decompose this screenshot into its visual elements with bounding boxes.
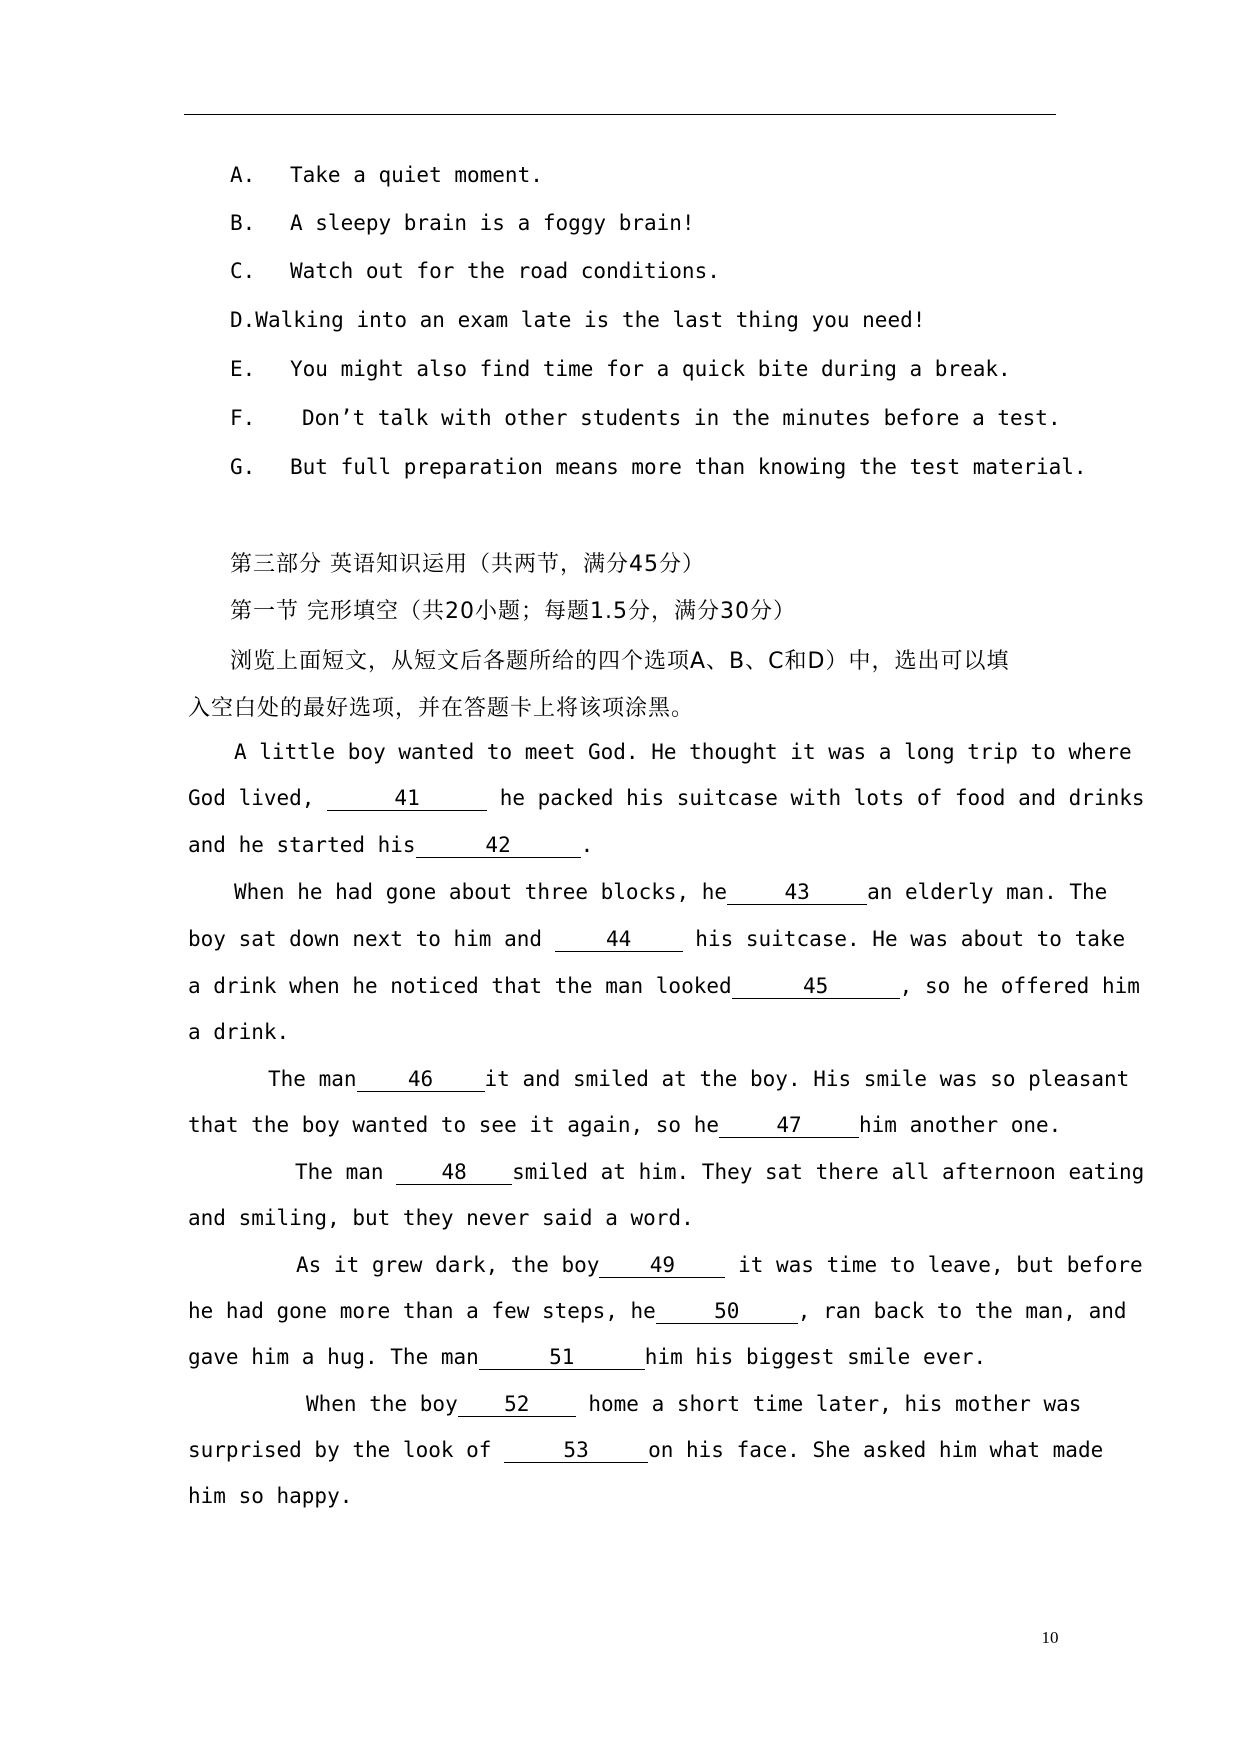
passage-line bbox=[188, 925, 1126, 953]
passage-text: surprised by the look of bbox=[188, 1438, 505, 1462]
passage-line: a drink. bbox=[188, 1020, 290, 1044]
option-text: A sleepy brain is a foggy brain! bbox=[290, 211, 695, 235]
passage-line bbox=[188, 1111, 1062, 1139]
passage-text: him his biggest smile ever. bbox=[644, 1345, 987, 1369]
blank-45: 45 bbox=[732, 974, 900, 999]
passage-line bbox=[188, 1297, 1127, 1325]
option-letter: F. bbox=[230, 406, 256, 430]
header-rule bbox=[184, 114, 1056, 115]
passage-text: that the boy wanted to see it again, so he bbox=[188, 1113, 720, 1137]
blank-48: 48 bbox=[396, 1160, 512, 1185]
passage-line bbox=[268, 1065, 1138, 1093]
blank-41: 41 bbox=[327, 786, 487, 811]
option-letter: A. bbox=[230, 163, 256, 187]
blank-44: 44 bbox=[555, 927, 683, 952]
option-e bbox=[230, 355, 1100, 383]
part-title: 第三部分 英语知识运用（共两节，满分45分） bbox=[230, 552, 705, 577]
passage-line bbox=[188, 831, 1058, 859]
option-letter: G. bbox=[230, 455, 256, 479]
option-letter: C. bbox=[230, 259, 256, 283]
blank-42: 42 bbox=[416, 833, 581, 858]
option-c bbox=[230, 257, 1100, 285]
option-b bbox=[230, 209, 1100, 237]
blank-46: 46 bbox=[357, 1067, 485, 1092]
passage-text: boy sat down next to him and bbox=[188, 927, 555, 951]
passage-text: , ran back to the man, and bbox=[797, 1299, 1127, 1323]
passage-line bbox=[188, 1436, 1104, 1464]
blank-53: 53 bbox=[504, 1438, 648, 1463]
passage-text: it was time to leave, but before bbox=[725, 1253, 1143, 1277]
option-a bbox=[230, 161, 1100, 189]
blank-51: 51 bbox=[479, 1345, 645, 1370]
blank-52: 52 bbox=[458, 1392, 576, 1417]
passage-line bbox=[296, 1251, 1166, 1279]
passage-text: gave him a hug. The man bbox=[188, 1345, 479, 1369]
passage-text: . bbox=[580, 833, 594, 857]
instructions-line-1: 浏览上面短文，从短文后各题所给的四个选项A、B、C和D）中，选出可以填 bbox=[230, 649, 1010, 674]
passage-text: smiled at him. They sat there all afternoon eating bbox=[512, 1160, 1145, 1184]
passage-line bbox=[188, 784, 1145, 812]
passage-text: it and smiled at the boy. His smile was so pleasant bbox=[484, 1067, 1130, 1091]
passage-text: on his face. She asked him what made bbox=[648, 1438, 1104, 1462]
option-text: Take a quiet moment. bbox=[290, 163, 543, 187]
blank-49: 49 bbox=[599, 1253, 725, 1278]
blank-43: 43 bbox=[727, 880, 867, 905]
passage-text: When the boy bbox=[306, 1392, 458, 1416]
passage-line bbox=[188, 1343, 1058, 1371]
passage-line bbox=[306, 1390, 1176, 1418]
passage-line bbox=[295, 1158, 1165, 1186]
passage-text: his suitcase. He was about to take bbox=[682, 927, 1126, 951]
passage-text: When he had gone about three blocks, he bbox=[234, 880, 728, 904]
passage-text: him another one. bbox=[859, 1113, 1062, 1137]
passage-text: a drink when he noticed that the man looked bbox=[188, 974, 732, 998]
passage-text: and he started his bbox=[188, 833, 416, 857]
option-text: Walking into an exam late is the last thing you need! bbox=[255, 308, 926, 332]
option-text: But full preparation means more than knowing the test material. bbox=[290, 455, 1087, 479]
option-letter: B. bbox=[230, 211, 256, 235]
option-letter: D. bbox=[230, 308, 256, 332]
passage-line bbox=[188, 972, 1140, 1000]
passage-line bbox=[234, 878, 1108, 906]
passage-text: The man bbox=[295, 1160, 397, 1184]
passage-line: and smiling, but they never said a word. bbox=[188, 1206, 694, 1230]
passage-text: home a short time later, his mother was bbox=[575, 1392, 1082, 1416]
passage-line: A little boy wanted to meet God. He thought it was a long trip to where bbox=[234, 740, 1132, 764]
passage-text: an elderly man. The bbox=[867, 880, 1108, 904]
blank-50: 50 bbox=[656, 1299, 798, 1324]
option-g bbox=[230, 453, 1100, 481]
passage-text: he had gone more than a few steps, he bbox=[188, 1299, 656, 1323]
option-text: You might also find time for a quick bite during a break. bbox=[290, 357, 1011, 381]
instructions-line-2: 入空白处的最好选项，并在答题卡上将该项涂黑。 bbox=[188, 696, 695, 721]
passage-text: , so he offered him bbox=[899, 974, 1140, 998]
passage-text: As it grew dark, the boy bbox=[296, 1253, 600, 1277]
option-d bbox=[230, 306, 1100, 334]
passage-text: he packed his suitcase with lots of food and drinks bbox=[487, 786, 1145, 810]
passage-text: God lived, bbox=[188, 786, 328, 810]
option-text: Don’t talk with other students in the minutes before a test. bbox=[302, 406, 1061, 430]
blank-47: 47 bbox=[719, 1113, 859, 1138]
option-letter: E. bbox=[230, 357, 256, 381]
option-text: Watch out for the road conditions. bbox=[290, 259, 720, 283]
passage-text: The man bbox=[268, 1067, 357, 1091]
page-number: 10 bbox=[1041, 1628, 1059, 1647]
option-f bbox=[230, 404, 1100, 432]
passage-line: him so happy. bbox=[188, 1484, 353, 1508]
subsection-title: 第一节 完形填空（共20小题；每题1.5分，满分30分） bbox=[230, 599, 796, 624]
